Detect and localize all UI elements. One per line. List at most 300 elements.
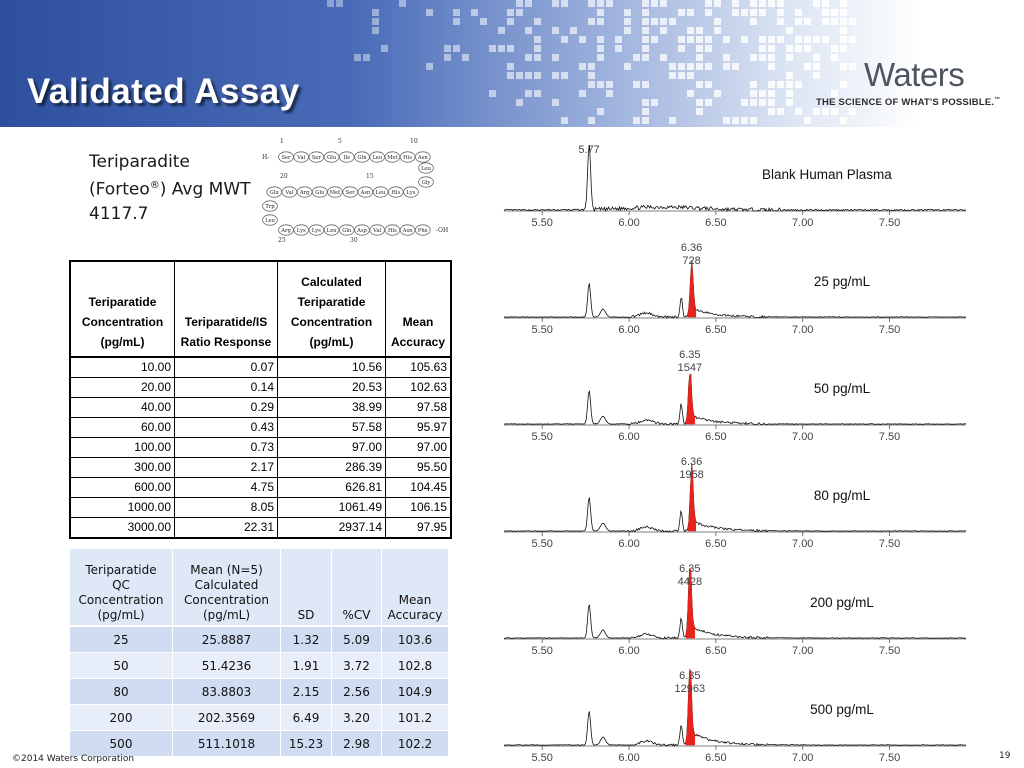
mosaic-square [651, 0, 658, 7]
mosaic-square [768, 36, 775, 43]
mosaic-square [660, 18, 667, 25]
sequence-position-label: 30 [350, 237, 358, 244]
x-tick-label: 7.00 [792, 431, 814, 443]
mosaic-square [660, 27, 667, 34]
table-cell: 97.00 [386, 438, 452, 458]
mosaic-square [840, 63, 847, 70]
mosaic-square [552, 54, 559, 61]
mosaic-square [669, 63, 676, 70]
table-cell: 200 [70, 705, 173, 731]
mosaic-square [759, 90, 766, 97]
sequence-position-label: 5 [338, 138, 342, 145]
table-cell: 83.8803 [173, 679, 281, 705]
molecule-brand: (Forteo [89, 179, 150, 200]
slide-header [0, 0, 1024, 127]
table-cell: 6.49 [281, 705, 332, 731]
mosaic-square [381, 45, 388, 52]
page-number: 19 [999, 751, 1011, 761]
mosaic-square [813, 108, 820, 115]
mosaic-square [363, 54, 370, 61]
peak-area: 4428 [677, 576, 703, 588]
column-header [332, 549, 382, 627]
residue-label: Asn [360, 190, 371, 196]
mosaic-square [804, 45, 811, 52]
mosaic-square [822, 36, 829, 43]
mosaic-square [669, 117, 676, 124]
mosaic-square [750, 9, 757, 16]
table-cell: 104.9 [382, 679, 449, 705]
table-cell: 102.63 [386, 378, 452, 398]
qc-table [69, 548, 449, 757]
table-cell: 57.58 [278, 418, 386, 438]
table-cell: 2.17 [175, 458, 278, 478]
mosaic-square [624, 27, 631, 34]
mosaic-square [687, 63, 694, 70]
mosaic-square [714, 18, 721, 25]
mosaic-square [624, 18, 631, 25]
table-cell: 38.99 [278, 398, 386, 418]
mosaic-square [525, 72, 532, 79]
table-cell: 1000.00 [70, 498, 175, 518]
mosaic-square [633, 81, 640, 88]
residue-label: Phe [417, 228, 428, 234]
table-cell: 0.14 [175, 378, 278, 398]
x-tick-label: 6.50 [705, 538, 727, 550]
mosaic-square [705, 36, 712, 43]
x-tick-label: 5.50 [531, 217, 553, 229]
column-header [281, 549, 332, 627]
peak-retention-time: 6.36 [680, 242, 703, 254]
mosaic-square [597, 18, 604, 25]
header-line: Teriparatide/IS [184, 315, 268, 329]
header-line: Concentration [184, 593, 269, 607]
mosaic-square [840, 9, 847, 16]
x-tick-label: 7.00 [792, 752, 814, 764]
mosaic-square [714, 27, 721, 34]
mosaic-square [678, 9, 685, 16]
trace-label: 200 pg/mL [810, 595, 874, 610]
header-mosaic-pattern [300, 0, 860, 127]
header-line: (pg/mL) [309, 335, 354, 349]
mosaic-square [741, 117, 748, 124]
mosaic-square [633, 117, 640, 124]
table-row [70, 357, 451, 378]
mosaic-square [651, 18, 658, 25]
column-header [70, 261, 175, 357]
mosaic-square [606, 90, 613, 97]
mosaic-square [588, 117, 595, 124]
table-cell: 0.07 [175, 357, 278, 378]
mosaic-square [372, 9, 379, 16]
table-row [70, 653, 449, 679]
mosaic-square [750, 54, 757, 61]
mosaic-square [849, 108, 856, 115]
peak-area: 1547 [677, 362, 703, 374]
table-cell: 50 [70, 653, 173, 679]
mosaic-square [777, 108, 784, 115]
mosaic-square [849, 63, 856, 70]
mosaic-square [768, 108, 775, 115]
calibration-table [69, 260, 452, 539]
registered-mark: ® [149, 180, 160, 191]
trace-label: 80 pg/mL [813, 488, 871, 503]
mosaic-square [831, 9, 838, 16]
header-line: Concentration [290, 315, 373, 329]
mosaic-square [516, 99, 523, 106]
residue-label: Asn [417, 155, 428, 161]
mosaic-square [822, 108, 829, 115]
mosaic-square [840, 45, 847, 52]
table-row [70, 438, 451, 458]
x-tick-label: 7.50 [878, 324, 901, 336]
x-tick-label: 5.50 [531, 324, 553, 336]
residue-label: Leu [372, 155, 383, 161]
mosaic-square [759, 0, 766, 7]
table-cell: 500 [70, 731, 173, 757]
n-terminus-label: H- [262, 154, 270, 161]
table-cell: 103.6 [382, 626, 449, 653]
residue-label: Gln [342, 228, 352, 234]
residue-label: Gly [421, 180, 431, 186]
x-tick-label: 5.50 [531, 431, 553, 443]
chromatogram-trace [504, 374, 966, 425]
sequence-position-label: 10 [410, 138, 418, 145]
residue-label: Lys [311, 228, 321, 234]
mosaic-square [678, 72, 685, 79]
mosaic-square [831, 54, 838, 61]
mosaic-square [696, 99, 703, 106]
mosaic-square [687, 27, 694, 34]
mosaic-square [597, 81, 604, 88]
table-cell: 101.2 [382, 705, 449, 731]
residue-label: Leu [265, 218, 275, 224]
header-line: Mean [398, 593, 432, 607]
x-tick-label: 6.00 [618, 645, 640, 657]
waters-tagline [816, 97, 1000, 108]
mosaic-square [795, 45, 802, 52]
mosaic-square [777, 36, 784, 43]
chromatogram-panel [504, 456, 966, 550]
residue-label: Gln [357, 155, 367, 161]
mosaic-square [642, 0, 649, 7]
mosaic-square [561, 36, 568, 43]
table-cell: 22.31 [175, 518, 278, 539]
table-row [70, 418, 451, 438]
mosaic-square [633, 54, 640, 61]
mosaic-square [723, 36, 730, 43]
mosaic-square [372, 27, 379, 34]
peak-retention-time: 6.36 [680, 456, 703, 468]
residue-label: Ile [343, 155, 351, 161]
calibration-table-body [70, 357, 451, 538]
x-tick-label: 6.00 [618, 431, 640, 443]
mosaic-square [606, 81, 613, 88]
mosaic-square [732, 117, 739, 124]
mosaic-square [642, 117, 649, 124]
header-line: (pg/mL) [100, 335, 145, 349]
mosaic-square [795, 18, 802, 25]
table-cell: 40.00 [70, 398, 175, 418]
header-line: Concentration [81, 315, 164, 329]
mosaic-square [786, 72, 793, 79]
x-tick-label: 5.50 [531, 538, 553, 550]
mosaic-square [804, 117, 811, 124]
mosaic-square [399, 0, 406, 7]
header-line: Calculated [301, 275, 362, 289]
mosaic-square [759, 54, 766, 61]
table-cell: 1.91 [281, 653, 332, 679]
mosaic-square [849, 18, 856, 25]
residue-label: Val [297, 155, 306, 161]
mosaic-square [642, 54, 649, 61]
mosaic-square [480, 18, 487, 25]
header-line: Accuracy [390, 335, 446, 349]
mosaic-square [588, 81, 595, 88]
table-cell: 15.23 [281, 731, 332, 757]
mosaic-square [750, 90, 757, 97]
trace-label: 25 pg/mL [813, 274, 871, 289]
mosaic-square [678, 63, 685, 70]
column-header [70, 549, 173, 627]
table-cell: 1061.49 [278, 498, 386, 518]
table-cell: 0.73 [175, 438, 278, 458]
mosaic-square [804, 63, 811, 70]
peak-area: 728 [682, 255, 701, 267]
residue-label: Asp [357, 228, 367, 234]
table-cell: 2937.14 [278, 518, 386, 539]
mosaic-square [786, 27, 793, 34]
mosaic-square [750, 18, 757, 25]
table-row [70, 626, 449, 653]
mosaic-square [714, 90, 721, 97]
mosaic-square [687, 36, 694, 43]
chromatogram-trace [504, 145, 966, 211]
mosaic-square [642, 81, 649, 88]
table-cell: 2.15 [281, 679, 332, 705]
mosaic-square [489, 90, 496, 97]
mosaic-square [768, 45, 775, 52]
mosaic-square [696, 108, 703, 115]
mosaic-square [723, 54, 730, 61]
mosaic-square [777, 81, 784, 88]
table-row [70, 518, 451, 539]
mosaic-square [786, 90, 793, 97]
mosaic-square [705, 99, 712, 106]
integrated-peak [686, 374, 695, 424]
mosaic-square [813, 36, 820, 43]
copyright-footer: ©2014 Waters Corporation [12, 754, 135, 764]
table-cell: 51.4236 [173, 653, 281, 679]
residue-label: Ser [311, 155, 321, 161]
mosaic-square [372, 18, 379, 25]
mosaic-square [642, 27, 649, 34]
chromatogram-panel [504, 242, 966, 336]
mosaic-square [714, 0, 721, 7]
residue-label: Glu [269, 190, 279, 196]
mosaic-square [552, 0, 559, 7]
chromatogram-trace [504, 464, 966, 532]
table-cell: 97.95 [386, 518, 452, 539]
table-row [70, 398, 451, 418]
mosaic-square [669, 72, 676, 79]
header-line: Teriparatide [85, 563, 157, 577]
table-cell: 80 [70, 679, 173, 705]
residue-label: Met [387, 155, 398, 161]
residue-label: His [403, 155, 413, 161]
mosaic-square [768, 63, 775, 70]
mosaic-square [534, 54, 541, 61]
residue-label: Arg [299, 190, 310, 196]
x-tick-label: 7.50 [878, 431, 901, 443]
mosaic-square [642, 99, 649, 106]
mosaic-square [588, 0, 595, 7]
mosaic-square [840, 0, 847, 7]
residue-label: Trp [265, 204, 275, 210]
table-cell: 1.32 [281, 626, 332, 653]
mosaic-square [696, 27, 703, 34]
peak-retention-time: 6.35 [679, 349, 701, 361]
mosaic-square [768, 54, 775, 61]
residue-label: His [387, 228, 397, 234]
mosaic-square [552, 99, 559, 106]
table-cell: 8.05 [175, 498, 278, 518]
mosaic-square [552, 72, 559, 79]
x-tick-label: 7.00 [792, 538, 814, 550]
mosaic-square [444, 45, 451, 52]
residue-label: Val [373, 228, 382, 234]
sequence-position-label: 25 [278, 237, 286, 244]
mosaic-square [732, 63, 739, 70]
mosaic-square [687, 9, 694, 16]
mosaic-square [705, 81, 712, 88]
mosaic-square [579, 36, 586, 43]
residue-label: Met [329, 190, 341, 196]
residue-label: Ser [345, 190, 355, 196]
mosaic-square [525, 54, 532, 61]
peak-retention-time: 5.77 [578, 144, 600, 156]
mosaic-square [759, 45, 766, 52]
mosaic-square [615, 36, 622, 43]
mosaic-square [426, 63, 433, 70]
mosaic-square [831, 90, 838, 97]
mosaic-square [642, 9, 649, 16]
table-row [70, 378, 451, 398]
table-cell: 0.43 [175, 418, 278, 438]
residue-label: Ser [281, 155, 291, 161]
mosaic-square [804, 36, 811, 43]
column-header [386, 261, 452, 357]
mosaic-square [570, 27, 577, 34]
chromatogram-trace [504, 670, 966, 746]
table-cell: 104.45 [386, 478, 452, 498]
table-row [70, 679, 449, 705]
mosaic-square [768, 99, 775, 106]
mosaic-square [687, 90, 694, 97]
header-line: %CV [342, 608, 371, 622]
mosaic-square [768, 0, 775, 7]
mosaic-square [336, 0, 343, 7]
trace-label: 500 pg/mL [810, 702, 874, 717]
mosaic-square [678, 45, 685, 52]
table-cell: 20.53 [278, 378, 386, 398]
mosaic-square [615, 45, 622, 52]
mosaic-square [597, 9, 604, 16]
mosaic-square [831, 45, 838, 52]
mosaic-square [588, 72, 595, 79]
mosaic-square [678, 36, 685, 43]
mosaic-square [768, 81, 775, 88]
mosaic-square [651, 99, 658, 106]
table-cell: 95.50 [386, 458, 452, 478]
mosaic-square [534, 90, 541, 97]
calibration-table-header [70, 261, 451, 357]
table-cell: 3000.00 [70, 518, 175, 539]
chromatogram-panel [504, 563, 966, 657]
table-cell: 600.00 [70, 478, 175, 498]
mosaic-square [507, 45, 514, 52]
trace-label: Blank Human Plasma [762, 167, 892, 182]
table-cell: 511.1018 [173, 731, 281, 757]
mosaic-square [354, 54, 361, 61]
header-line: Ratio Response [180, 335, 272, 349]
x-tick-label: 5.50 [531, 645, 553, 657]
mosaic-square [759, 36, 766, 43]
x-tick-label: 7.50 [878, 217, 901, 229]
mosaic-square [723, 63, 730, 70]
mosaic-square [705, 9, 712, 16]
residue-label: His [391, 190, 401, 196]
tagline-text: THE SCIENCE OF WHAT'S POSSIBLE. [816, 97, 995, 109]
mosaic-square [561, 117, 568, 124]
mosaic-square [426, 9, 433, 16]
mosaic-square [534, 45, 541, 52]
mosaic-square [732, 0, 739, 7]
mosaic-square [552, 27, 559, 34]
mosaic-square [453, 18, 460, 25]
trace-label: 50 pg/mL [813, 381, 871, 396]
mosaic-square [777, 0, 784, 7]
mosaic-square [831, 108, 838, 115]
column-header [382, 549, 449, 627]
mosaic-square [624, 9, 631, 16]
mosaic-square [453, 9, 460, 16]
peak-area: 1958 [679, 469, 704, 481]
table-cell: 106.15 [386, 498, 452, 518]
mosaic-square [822, 0, 829, 7]
header-line: (pg/mL) [202, 608, 250, 622]
table-row [70, 731, 449, 757]
mosaic-square [822, 9, 829, 16]
table-cell: 10.00 [70, 357, 175, 378]
chromatogram-stack [500, 135, 972, 764]
table-cell: 105.63 [386, 357, 452, 378]
table-cell: 25.8887 [173, 626, 281, 653]
mosaic-square [588, 63, 595, 70]
table-cell: 626.81 [278, 478, 386, 498]
table-cell: 3.20 [332, 705, 382, 731]
mosaic-square [696, 45, 703, 52]
mosaic-square [741, 9, 748, 16]
mosaic-square [732, 9, 739, 16]
header-line: (pg/mL) [97, 608, 145, 622]
mosaic-square [795, 81, 802, 88]
molecule-name: Teriparadite [89, 152, 190, 172]
residue-label: Glu [327, 155, 337, 161]
mosaic-square [525, 27, 532, 34]
table-cell: 4.75 [175, 478, 278, 498]
mosaic-square [579, 90, 586, 97]
x-tick-label: 6.50 [705, 217, 727, 229]
